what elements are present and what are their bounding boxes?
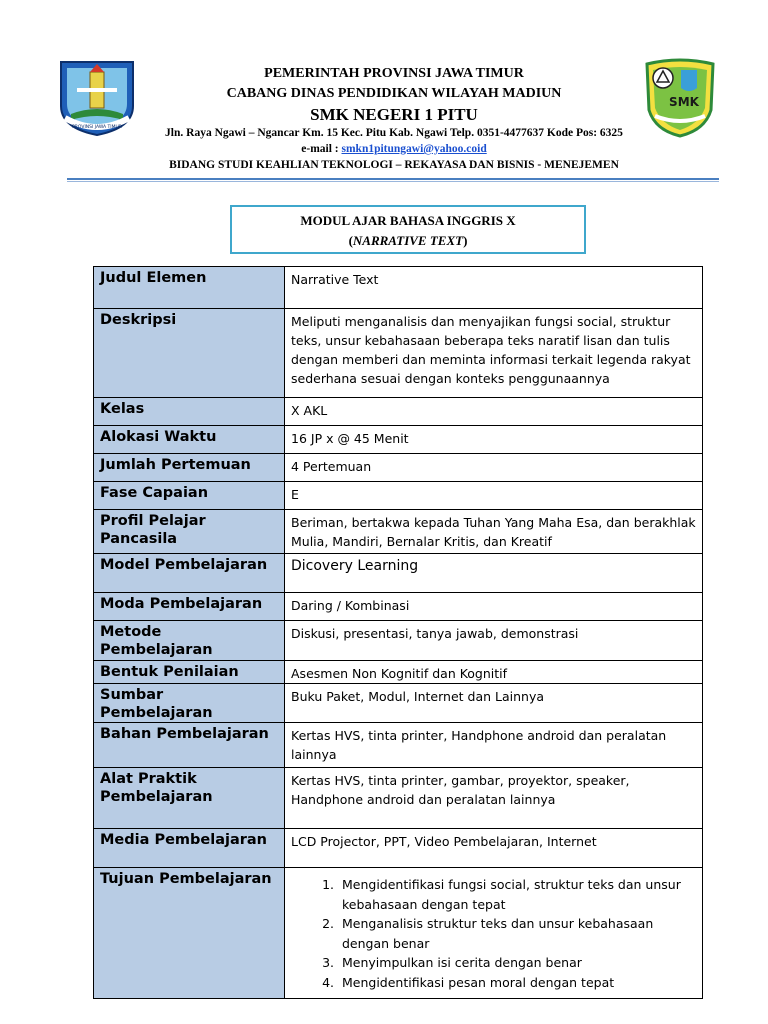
row-value: Asesmen Non Kognitif dan Kognitif: [285, 661, 703, 684]
row-value: E: [285, 482, 703, 510]
row-label: Model Pembelajaran: [94, 554, 285, 593]
row-label: Alat Praktik Pembelajaran: [94, 768, 285, 829]
header-email: [0, 143, 768, 155]
row-value: X AKL: [285, 398, 703, 426]
header-school-name: SMK NEGERI 1 PITU: [310, 105, 478, 124]
row-value: Dicovery Learning: [285, 554, 703, 593]
row-label: Media Pembelajaran: [94, 829, 285, 868]
module-subtitle-italic: NARRATIVE TEXT: [352, 233, 464, 248]
row-value: Meliputi menganalisis dan menyajikan fungsi social, struktur teks, unsur kebahasaan beberapa teks naratif lisan dan tulis dengan memberi dan meminta informasi terkait legenda rakyat sederhana sesuai dengan konteks penggunaannya: [285, 309, 703, 398]
table-row: [94, 309, 703, 398]
module-title-box: [230, 205, 586, 254]
header-agency: CABANG DINAS PENDIDIKAN WILAYAH MADIUN: [226, 86, 562, 101]
table-row: [94, 267, 703, 309]
row-value: Buku Paket, Modul, Internet dan Lainnya: [285, 684, 703, 723]
row-value: Kertas HVS, tinta printer, Handphone android dan peralatan lainnya: [285, 723, 703, 768]
header-divider: [67, 178, 719, 180]
table-row: [94, 829, 703, 868]
smk-logo-text: SMK: [669, 95, 699, 109]
row-value: Daring / Kombinasi: [285, 593, 703, 621]
module-title: MODUL AJAR BAHASA INGGRIS X: [300, 213, 516, 228]
row-value: 16 JP x @ 45 Menit: [285, 426, 703, 454]
table-row: [94, 661, 703, 684]
row-label: Judul Elemen: [94, 267, 285, 309]
table-row: [94, 510, 703, 554]
row-label: Kelas: [94, 398, 285, 426]
province-logo-text: PROVINSI JAWA TIMUR: [72, 125, 122, 130]
row-value: [285, 868, 703, 999]
row-label: Moda Pembelajaran: [94, 593, 285, 621]
module-info-table: [93, 266, 703, 999]
row-label: Fase Capaian: [94, 482, 285, 510]
row-value: Beriman, bertakwa kepada Tuhan Yang Maha Esa, dan berakhlak Mulia, Mandiri, Bernalar Kritis, dan Kreatif: [285, 510, 703, 554]
list-item: 3. Menyimpulkan isi cerita dengan benar: [338, 953, 696, 973]
row-label: Sumbar Pembelajaran: [94, 684, 285, 723]
table-row: [94, 723, 703, 768]
table-row: [94, 684, 703, 723]
row-label: Alokasi Waktu: [94, 426, 285, 454]
row-value: 4 Pertemuan: [285, 454, 703, 482]
header-address: Jln. Raya Ngawi – Ngancar Km. 15 Kec. Pitu Kab. Ngawi Telp. 0351-4477637 Kode Pos: 6325: [165, 127, 623, 139]
learning-objectives-list: [291, 875, 696, 992]
table-row: [94, 482, 703, 510]
header-bidang: BIDANG STUDI KEAHLIAN TEKNOLOGI – REKAYASA DAN BISNIS - MENEJEMEN: [169, 159, 619, 171]
row-label: Deskripsi: [94, 309, 285, 398]
table-row: [94, 554, 703, 593]
table-row: [94, 621, 703, 661]
email-label: e-mail :: [301, 143, 342, 155]
list-item: 1. Mengidentifikasi fungsi social, struktur teks dan unsur kebahasaan dengan tepat: [338, 875, 696, 914]
email-link[interactable]: smkn1pitungawi@yahoo.coid: [341, 143, 487, 155]
header-divider-thin: [67, 181, 719, 182]
row-value: Narrative Text: [285, 267, 703, 309]
header-government: PEMERINTAH PROVINSI JAWA TIMUR: [264, 66, 524, 81]
module-subtitle: (NARRATIVE TEXT): [348, 233, 468, 248]
list-item: 4. Mengidentifikasi pesan moral dengan tepat: [338, 973, 696, 993]
table-row: [94, 868, 703, 999]
row-label: Jumlah Pertemuan: [94, 454, 285, 482]
row-value: Diskusi, presentasi, tanya jawab, demonstrasi: [285, 621, 703, 661]
row-label: Metode Pembelajaran: [94, 621, 285, 661]
table-row: [94, 398, 703, 426]
row-label: Bahan Pembelajaran: [94, 723, 285, 768]
table-row: [94, 593, 703, 621]
row-value: LCD Projector, PPT, Video Pembelajaran, Internet: [285, 829, 703, 868]
row-value: Kertas HVS, tinta printer, gambar, proyektor, speaker, Handphone android dan peralatan lainnya: [285, 768, 703, 829]
table-row: [94, 768, 703, 829]
table-row: [94, 454, 703, 482]
row-label: Tujuan Pembelajaran: [94, 868, 285, 999]
list-item: 2. Menganalisis struktur teks dan unsur kebahasaan dengan benar: [338, 914, 696, 953]
row-label: Profil Pelajar Pancasila: [94, 510, 285, 554]
table-row: [94, 426, 703, 454]
row-label: Bentuk Penilaian: [94, 661, 285, 684]
